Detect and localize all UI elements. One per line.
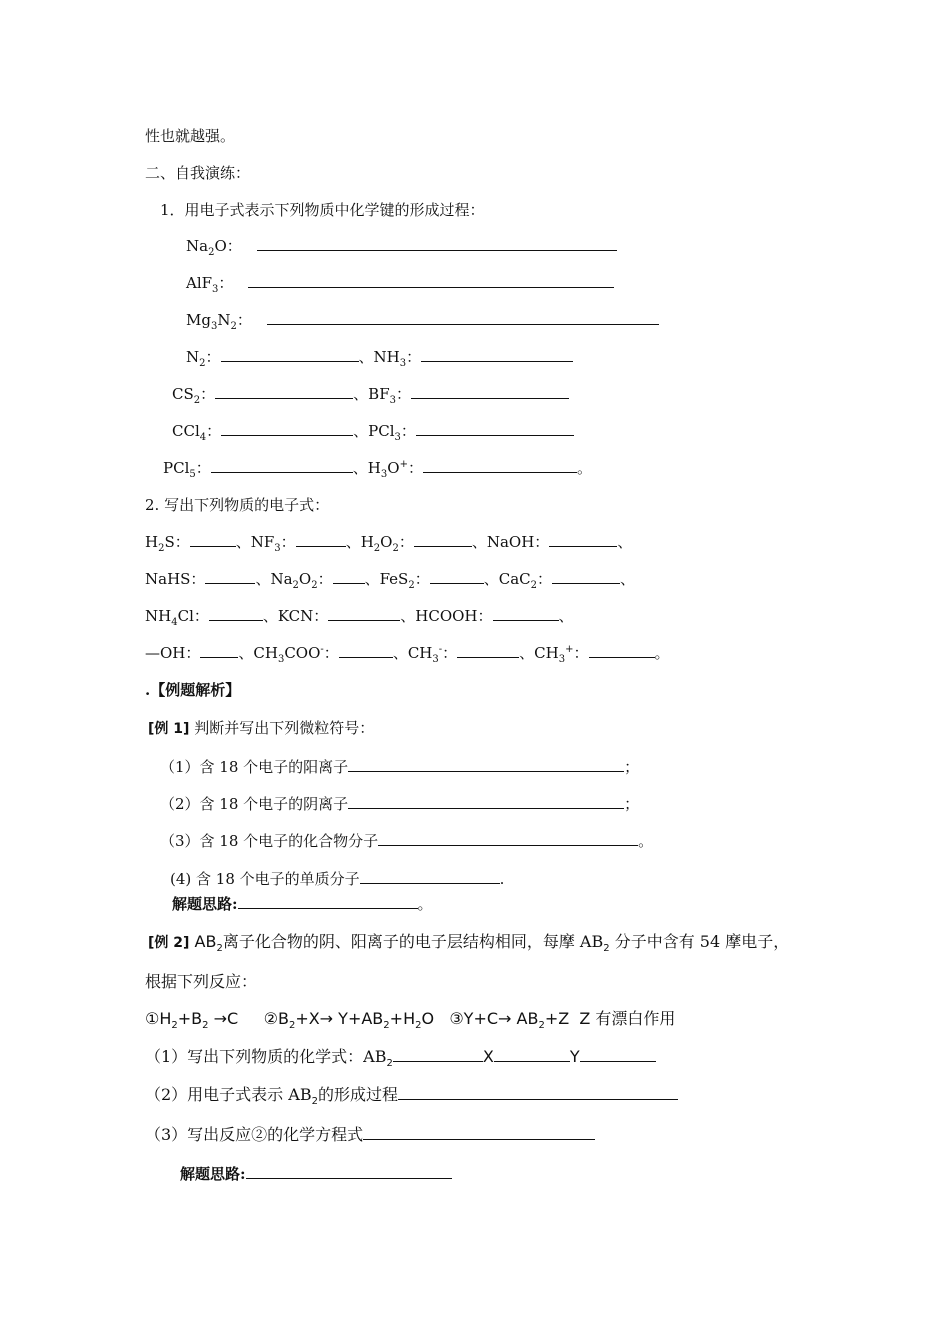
q2-row-2: NaHS： 、$Na_2O_2$： 、FeS$_2$： 、CaC$_2$： 、 — [145, 570, 636, 591]
ex2-reactions-intro: 根据下列反应： — [145, 972, 258, 991]
q1-alf3: AlF$_3$： — [186, 273, 614, 293]
section-title: 二、自我演练： — [145, 164, 251, 182]
answer-blank[interactable] — [549, 532, 617, 547]
answer-blank[interactable] — [257, 236, 617, 251]
ex2-header: [例 2] $AB_2$离子化合物的阴、阳离子的电子层结构相同，每摩 $AB_2$ 分子中含有 54 摩电子， — [148, 932, 790, 955]
answer-blank[interactable] — [493, 606, 559, 621]
answer-blank[interactable] — [328, 606, 400, 621]
answer-blank[interactable] — [457, 643, 519, 658]
ex2-q3: （3）写出反应②的化学方程式 — [145, 1125, 595, 1145]
answer-blank[interactable] — [190, 532, 236, 547]
intro-tail: 性也就越强。 — [145, 127, 236, 145]
q1-mg3n2: $Mg_3N_2$： — [186, 310, 659, 330]
answer-blank[interactable] — [421, 347, 573, 362]
answer-blank[interactable] — [339, 643, 393, 658]
answer-blank[interactable] — [416, 421, 574, 436]
ex1-solve: 解题思路: 。 — [172, 895, 433, 913]
answer-blank[interactable] — [333, 569, 365, 584]
answer-blank[interactable] — [360, 869, 500, 884]
answer-blank[interactable] — [378, 831, 638, 846]
answer-blank[interactable] — [589, 643, 655, 658]
answer-blank[interactable] — [267, 310, 659, 325]
answer-blank[interactable] — [248, 273, 614, 288]
answer-blank[interactable] — [393, 1047, 483, 1062]
q1-title: 1．用电子式表示下列物质中化学键的形成过程： — [160, 201, 485, 219]
example-heading: .【例题解析】 — [145, 681, 241, 699]
ex1-header: [例 1] 判断并写出下列微粒符号： — [148, 719, 375, 737]
answer-blank[interactable] — [221, 347, 359, 362]
answer-blank[interactable] — [246, 1164, 452, 1179]
answer-blank[interactable] — [363, 1125, 595, 1140]
answer-blank[interactable] — [200, 643, 238, 658]
answer-blank[interactable] — [215, 384, 353, 399]
q2-row-4: —OH： 、$CH_3COO^-$： 、$CH_3^-$： 、$CH_3^+$： 。 — [145, 644, 670, 665]
answer-blank[interactable] — [494, 1047, 570, 1062]
answer-blank[interactable] — [430, 569, 484, 584]
answer-blank[interactable] — [414, 532, 472, 547]
q2-title: 2. 写出下列物质的电子式： — [145, 496, 330, 514]
answer-blank[interactable] — [423, 458, 577, 473]
answer-blank[interactable] — [348, 757, 624, 772]
answer-blank[interactable] — [398, 1085, 678, 1100]
ex2-q1: （1）写出下列物质的化学式：$AB_2$ X Y — [145, 1047, 656, 1067]
ex2-solve: 解题思路: — [180, 1164, 452, 1184]
answer-blank[interactable] — [238, 894, 418, 909]
answer-blank[interactable] — [348, 794, 624, 809]
ex1-item-3: （3）含 18 个电子的化合物分子 。 — [160, 832, 654, 850]
q1-pcl5-h3o: PCl$_5$： 、$H_3O^+$： 。 — [163, 459, 592, 480]
answer-blank[interactable] — [205, 569, 255, 584]
answer-blank[interactable] — [411, 384, 569, 399]
answer-blank[interactable] — [209, 606, 263, 621]
answer-blank[interactable] — [580, 1047, 656, 1062]
q2-row-3: $NH_4Cl$： 、KCN： 、HCOOH： 、 — [145, 607, 574, 628]
ex2-q2: （2）用电子式表示 $AB_2$的形成过程 — [145, 1085, 678, 1105]
ex1-item-4: (4) 含 18 个电子的单质分子 . — [170, 870, 505, 888]
answer-blank[interactable] — [552, 569, 620, 584]
answer-blank[interactable] — [296, 532, 346, 547]
ex1-item-1: （1）含 18 个电子的阳离子 ； — [160, 758, 640, 776]
q1-cs2-bf3: $CS_2$： 、$BF_3$： — [172, 384, 569, 404]
ex1-item-2: （2）含 18 个电子的阴离子 ； — [160, 795, 640, 813]
answer-blank[interactable] — [221, 421, 353, 436]
q1-na2o: $Na_2O$： — [186, 236, 617, 256]
q2-row-1: $H_2S$： 、$NF_3$： 、$H_2O_2$： 、NaOH： 、 — [145, 533, 633, 554]
q1-ccl4-pcl3: CCl$_4$： 、PCl$_3$： — [172, 421, 574, 441]
q1-n2-nh3: $N_2$： 、$NH_3$： — [186, 347, 573, 367]
answer-blank[interactable] — [211, 458, 353, 473]
ex2-reactions: $①H_2+B_2 \to C$ $②B_2+X\to Y+AB_2+H_2O$ ③Y+C→ $AB_2+Z$ Z 有漂白作用 — [145, 1009, 676, 1032]
